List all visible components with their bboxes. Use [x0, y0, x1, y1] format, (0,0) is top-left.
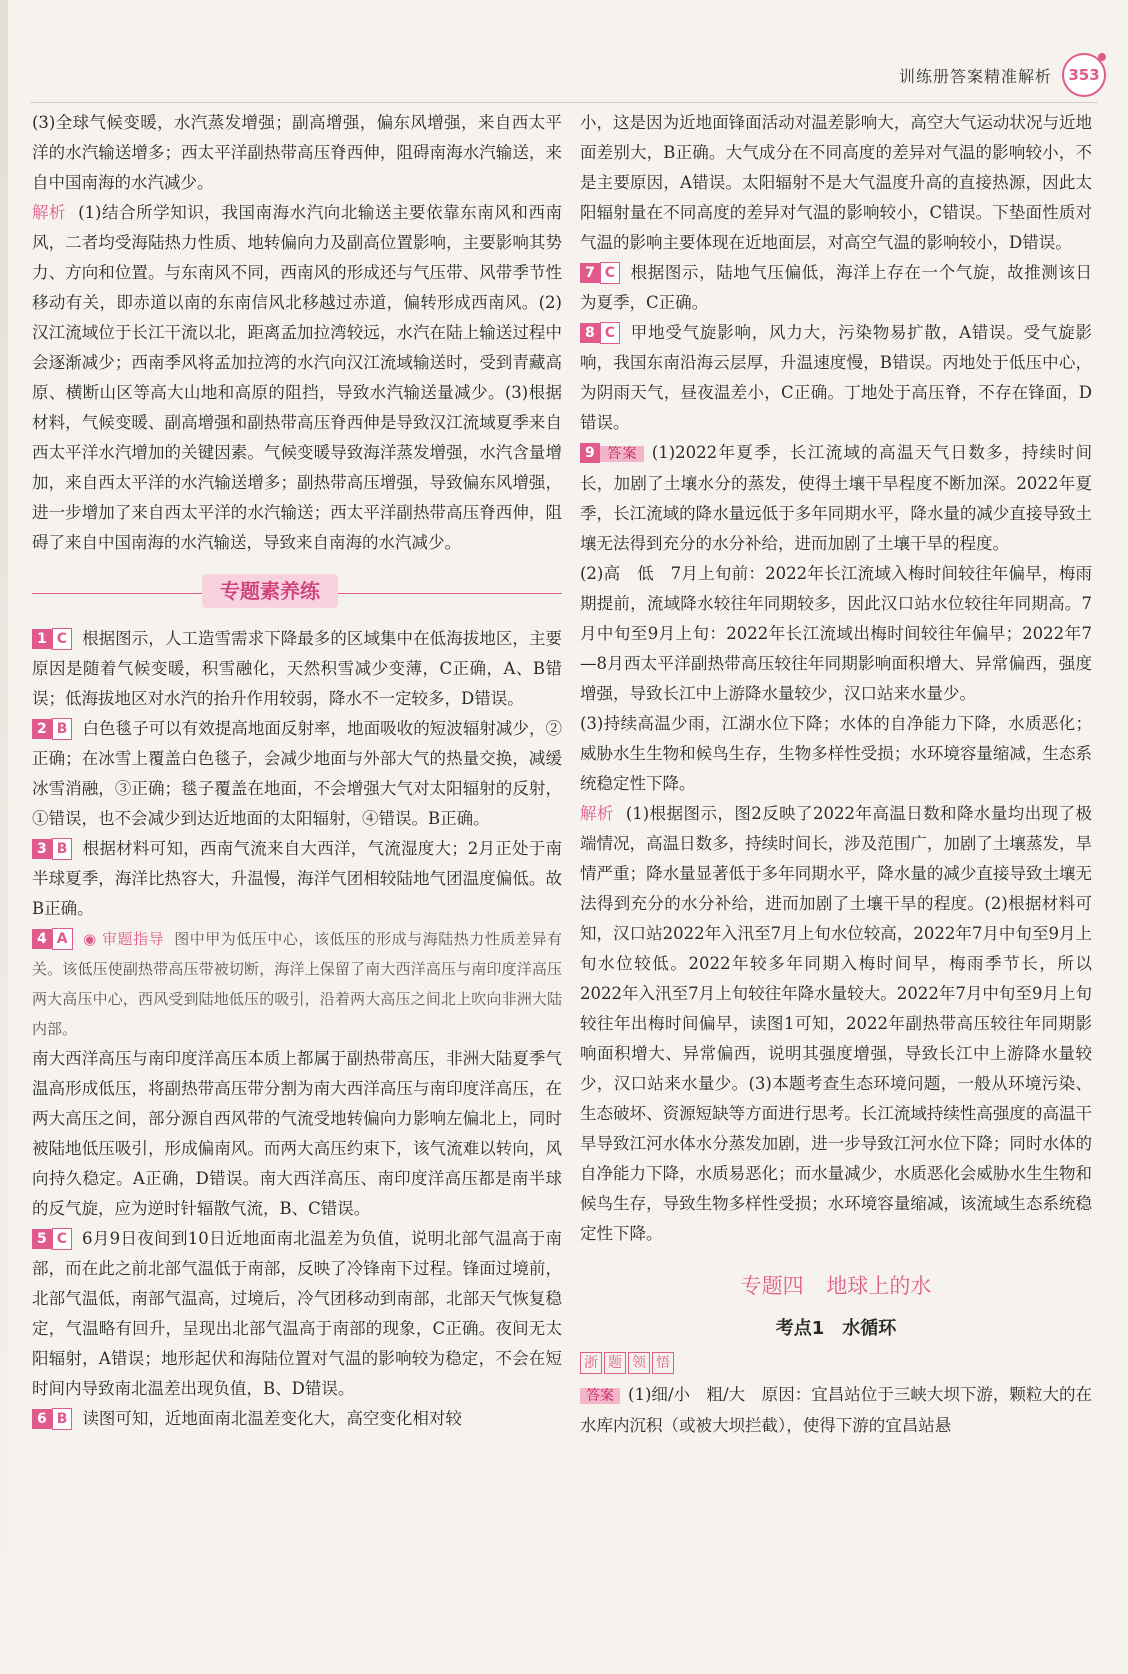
answer-item-q6	[32, 1404, 562, 1434]
item-letter: C	[600, 322, 620, 344]
q9-answer-3: (3)持续高温少雨，江湖水位下降；水体的自净能力下降，水质恶化；威胁水生生物和候鸟生存，生物多样性受损；水环境容量缩减，生态系统稳定性下降。	[580, 714, 1092, 793]
item-letter: B	[52, 838, 73, 860]
item-number: 4	[32, 929, 52, 949]
jiexi-label: 解析	[32, 203, 67, 222]
answer-label: 答案	[600, 446, 644, 462]
item-number: 8	[580, 323, 600, 343]
jiexi-text: (1)结合所学知识，我国南海水汽向北输送主要依靠东南风和西南风，二者均受海陆热力性质、地转偏向力及副高位置影响，主要影响其势力、方向和位置。与东南风不同，西南风的形成还与气压带、风带季节性移动有关，即赤道以南的东南信风北移越过赤道，偏转形成西南风。(2)汉江流域位于长江干流以北，距离孟加拉湾较远，水汽在陆上输送过程中会逐渐减少；西南季风将孟加拉湾的水汽向汉江流域输送时，受到青藏高原、横断山区等高大山地和高原的阻挡，导致水汽输送量减少。(3)根据材料，气候变暖、副高增强和副热带高压脊西伸是导致汉江流域夏季来自西太平洋水汽增加的关键因素。气候变暖导致海洋蒸发增强，水汽含量增加，来自西太平洋的水汽输送增多；副热带高压增强，导致偏东风增强，进一步增加了来自西太平洋的水汽输送；西太平洋副热带高压脊西伸，阻碍了来自中国南海的水汽输送，导致来自南海的水汽减少。	[32, 203, 563, 552]
badge-char: 领	[628, 1352, 650, 1374]
item-text: 6月9日夜间到10日近地面南北温差为负值，说明北部气温高于南部，而在此之前北部气温低于南部，反映了冷锋南下过程。锋面过境前，北部气温低，南部气温高，过境后，冷气团移动到南部，北部天气恢复稳定，气温略有回升，呈现出北部气温高于南部的现象，C正确。夜间无太阳辐射，A错误；地形起伏和海陆位置对气温的影响较为稳定，不会在短时间内导致南北温差出现负值，B、D错误。	[32, 1229, 562, 1398]
item-text: 白色毯子可以有效提高地面反射率，地面吸收的短波辐射减少，②正确；在冰雪上覆盖白色毯子，会减少地面与外部大气的热量交换，减缓冰雪消融，③正确；毯子覆盖在地面，不会增强大气对太阳辐射的反射，①错误，也不会减少到达近地面的太阳辐射，④错误。B正确。	[32, 719, 562, 828]
answer-item	[32, 834, 562, 924]
answer-item	[32, 624, 562, 714]
answer-item-q8	[580, 318, 1092, 438]
q9-answer-2: (2)高 低 7月上旬前：2022年长江流域入梅时间较往年偏早，梅雨期提前，流域降水较往年同期较多，因此汉口站水位较往年同期高。7月中旬至9月上旬：2022年长江流域出梅时间较往年偏早；2022年7—8月西太平洋副热带高压较往年同期影响面积增大、异常偏西，强度增强，导致长江中上游降水量较少，汉口站来水量少。	[580, 564, 1092, 703]
item-number: 7	[580, 263, 600, 283]
page-number-badge: 353	[1062, 53, 1106, 97]
topic-title	[580, 1271, 1092, 1311]
section-title: 专题素养练	[202, 574, 338, 608]
q3-answer: (3)全球气候变暖，水汽蒸发增强；副高增强，偏东风增强，来自西太平洋的水汽输送增多；西太平洋副热带高压脊西伸，阻碍南海水汽输送，来自中国南海的水汽减少。	[32, 113, 562, 192]
left-column	[32, 108, 562, 1434]
q9-jiexi	[580, 799, 1092, 1249]
item-text: 根据材料可知，西南气流来自大西洋，气流湿度大；2月正处于南半球夏季，海洋比热容大，升温慢，海洋气团相较陆地气团温度偏低。故B正确。	[32, 839, 562, 918]
item-text: 根据图示，人工造雪需求下降最多的区域集中在低海拔地区，主要原因是随着气候变暖，积雪融化，天然积雪减少变薄，C正确，A、B错误；低海拔地区对水汽的抬升作用较弱，降水不一定较多，D错误。	[32, 629, 562, 708]
jiexi-paragraph	[32, 198, 562, 558]
answer-item	[32, 714, 562, 834]
guide-label: ◉ 审题指导	[82, 930, 165, 948]
item-number: 6	[32, 1409, 52, 1429]
q6-continuation: 小，这是因为近地面锋面活动对温差影响大，高空大气运动状况与近地面差别大，B正确。大气成分在不同高度的差异对气温的影响较小，不是主要原因，A错误。太阳辐射不是大气温度升高的直接热源，因此太阳辐射量在不同高度的差异对气温的影响较小，C错误。下垫面性质对气温的影响主要体现在近地面层，对高空气温的影响较小，D错误。	[580, 113, 1092, 252]
q9-answer-1: (1)2022年夏季，长江流域的高温天气日数多，持续时间长，加剧了土壤水分的蒸发，使得土壤干旱程度不断加深。2022年夏季，长江流域的降水量远低于多年同期水平，降水量的减少直接导致土壤无法得到充分的水分补给，进而加剧了土壤干旱的程度。	[580, 443, 1092, 553]
guide-text: 图中甲为低压中心，该低压的形成与海陆热力性质差异有关。该低压使副热带高压带被切断，海洋上保留了南大西洋高压与南印度洋高压两大高压中心，西风受到陆地低压的吸引，沿着两大高压之间北上吹向非洲大陆内部。	[32, 930, 562, 1038]
page-header	[899, 52, 1106, 98]
header-title: 训练册答案精准解析	[898, 66, 1052, 86]
item-letter: C	[52, 628, 72, 650]
page-edge-shadow	[0, 0, 8, 1674]
item-letter: B	[52, 1408, 73, 1430]
badge-char: 浙	[580, 1352, 602, 1374]
right-column	[580, 108, 1092, 1441]
item-letter: C	[600, 262, 620, 284]
jiexi-text: (1)根据图示，图2反映了2022年高温日数和降水量均出现了极端情况，高温日数多，持续时间长，涉及范围广，加剧了土壤蒸发，旱情严重；降水量显著低于多年同期水平，降水量的减少直接导致土壤无法得到充分的水分补给，进而加剧了土壤干旱的程度。(2)根据材料可知，汉口站2022年入汛至7月上旬水位较高，2022年7月中旬至9月上旬水位较低。2022年较多年同期入梅时间早，梅雨季节长，所以2022年入汛至7月上旬较往年降水量较大。2022年7月中旬至9月上旬较往年出梅时间偏早，读图1可知，2022年副热带高压较往年同期影响面积增大、异常偏西，说明其强度增强，导致长江中上游降水量较少，汉口站来水量少。(3)本题考查生态环境问题，一般从环境污染、生态破坏、资源短缺等方面进行思考。长江流域持续性高强度的高温干旱导致江河水体水分蒸发加剧，进一步导致江河水位下降；同时水体的自净能力下降，水质易恶化；而水量减少，水质恶化会威胁水生生物和候鸟生存，导致生物多样性受损；水环境容量缩减，该流域生态系统稳定性下降。	[580, 804, 1093, 1243]
item-text: 读图可知，近地面南北温差变化大，高空变化相对较	[82, 1409, 462, 1428]
jiexi-label: 解析	[580, 804, 614, 823]
item-letter: B	[52, 718, 73, 740]
answer-label: 答案	[580, 1388, 620, 1404]
zheti-lingwu-badge	[580, 1352, 674, 1374]
item-text: 甲地受气旋影响，风力大，污染物易扩散，A错误。受气旋影响，我国东南沿海云层厚，升温速度慢，B错误。丙地处于低压中心，为阴雨天气，昼夜温差小，C正确。丁地处于高压脊，不存在锋面，D错误。	[580, 323, 1092, 432]
item-text: 根据图示，陆地气压偏低，海洋上存在一个气旋，故推测该日为夏季，C正确。	[580, 263, 1092, 312]
answer-item-q9	[580, 438, 1092, 559]
item-number: 3	[32, 839, 52, 859]
item-number: 2	[32, 719, 52, 739]
badge-char: 悟	[652, 1352, 674, 1374]
item-number: 1	[32, 629, 52, 649]
final-answer-text: (1)细/小 粗/大 原因：宜昌站位于三峡大坝下游，颗粒大的在水库内沉积（或被大坝拦截），使得下游的宜昌站悬	[580, 1385, 1093, 1435]
section-header	[32, 568, 562, 620]
item-letter: C	[52, 1228, 72, 1250]
q4-explanation: 南大西洋高压与南印度洋高压本质上都属于副热带高压，非洲大陆夏季气温高形成低压，将副热带高压带分割为南大西洋高压与南印度洋高压，在两大高压之间，部分源自西风带的气流受地转偏向力影响左偏北上，同时被陆地低压吸引，形成偏南风。而两大高压约束下，该气流难以转向，风向持久稳定。A正确，D错误。南大西洋高压、南印度洋高压都是南半球的反气旋，应为逆时针辐散气流，B、C错误。	[32, 1049, 562, 1218]
item-letter: A	[52, 928, 73, 950]
answer-item-q4	[32, 924, 562, 1044]
header-divider	[30, 102, 1098, 103]
final-answer	[580, 1380, 1092, 1441]
answer-item-q5	[32, 1224, 562, 1404]
answer-item-q7	[580, 258, 1092, 318]
badge-char: 题	[604, 1352, 626, 1374]
item-number: 9	[580, 443, 600, 463]
topic-number: 专题四	[740, 1274, 804, 1298]
item-number: 5	[32, 1229, 52, 1249]
topic-name: 地球上的水	[826, 1274, 932, 1298]
kaodian-title: 考点1 水循环	[775, 1318, 897, 1339]
